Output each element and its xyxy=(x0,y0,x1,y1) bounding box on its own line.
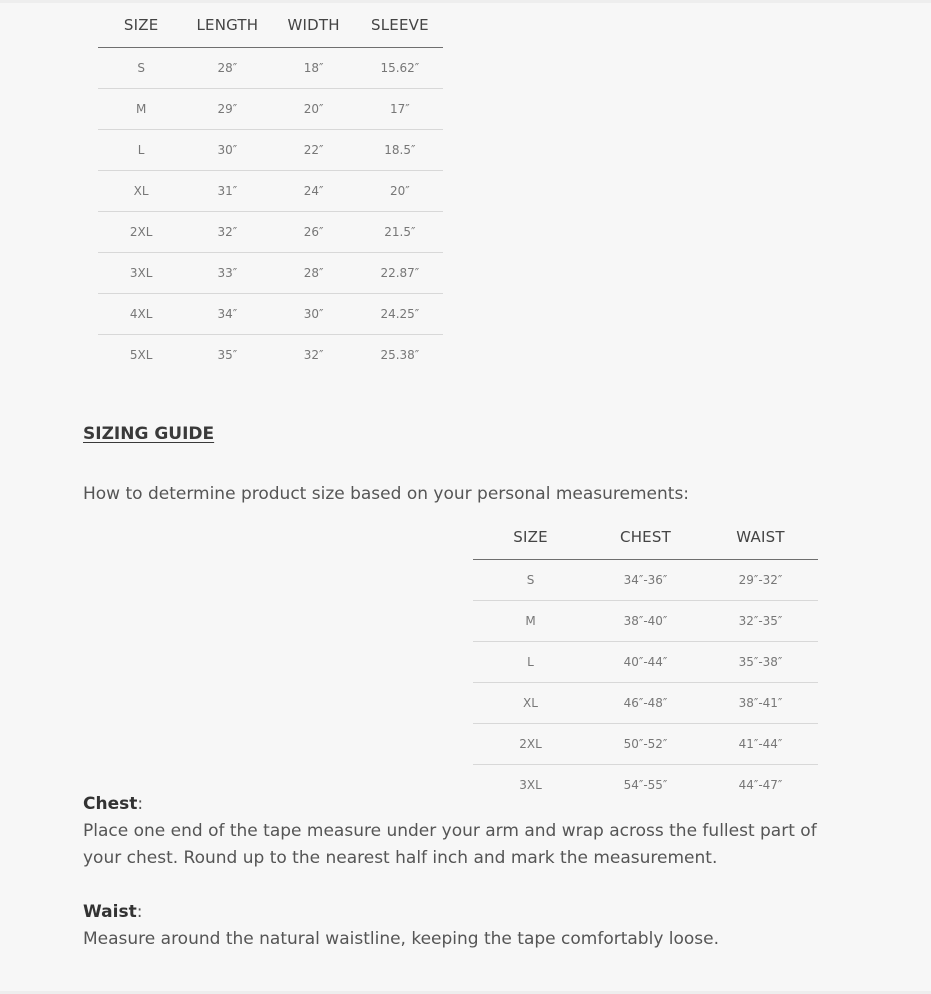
table-row xyxy=(98,89,443,130)
table-row xyxy=(473,642,818,683)
chest-colon: : xyxy=(137,794,144,814)
table-cell: M xyxy=(98,89,184,130)
waist-description: Measure around the natural waistline, keeping the tape comfortably loose. xyxy=(83,929,720,949)
table-cell: 26″ xyxy=(271,212,357,253)
table-cell: 5XL xyxy=(129,348,153,362)
column-header-size: SIZE xyxy=(98,2,184,48)
table-row xyxy=(473,683,818,724)
table-cell: 3XL xyxy=(519,778,542,792)
chest-instruction xyxy=(83,791,823,872)
table-cell: 2XL xyxy=(98,212,184,253)
table-cell: 22.87″ xyxy=(357,253,443,294)
table-cell: 24″ xyxy=(271,171,357,212)
table-cell: XL xyxy=(473,683,588,724)
table-cell: 17″ xyxy=(357,89,443,130)
chest-term: Chest xyxy=(83,794,138,814)
table-cell: 24.25″ xyxy=(357,294,443,335)
column-header-chest: CHEST xyxy=(588,514,703,560)
table-cell: S xyxy=(473,560,588,601)
table-row xyxy=(98,294,443,335)
table-cell: 38″-40″ xyxy=(588,601,703,642)
column-header-width: WIDTH xyxy=(271,2,357,48)
table-row xyxy=(98,48,443,89)
table-cell: L xyxy=(473,642,588,683)
table-row xyxy=(98,253,443,294)
table-row xyxy=(473,601,818,642)
product-size-table xyxy=(98,2,443,375)
column-header-sleeve: SLEEVE xyxy=(357,2,443,48)
table-cell: L xyxy=(98,130,184,171)
sizing-guide-intro: How to determine product size based on your personal measurements: xyxy=(83,484,690,504)
table-cell: 50″-52″ xyxy=(588,724,703,765)
sizing-guide-title: SIZING GUIDE xyxy=(83,424,215,444)
table-cell: 32″-35″ xyxy=(703,601,818,642)
table-cell: 46″-48″ xyxy=(588,683,703,724)
table-row xyxy=(98,212,443,253)
table-cell: 29″ xyxy=(184,89,270,130)
table-row xyxy=(473,724,818,765)
table-cell: 34″-36″ xyxy=(588,560,703,601)
table-cell: XL xyxy=(98,171,184,212)
table-cell: 41″-44″ xyxy=(703,724,818,765)
table-cell: 4XL xyxy=(98,294,184,335)
table-cell: 34″ xyxy=(184,294,270,335)
waist-colon: : xyxy=(136,902,143,922)
table-header-row xyxy=(473,514,818,560)
table-cell: 22″ xyxy=(271,130,357,171)
table-cell: 29″-32″ xyxy=(703,560,818,601)
table-cell: M xyxy=(473,601,588,642)
table-cell: 30″ xyxy=(184,130,270,171)
table-row xyxy=(473,560,818,601)
table-cell: 35″-38″ xyxy=(703,642,818,683)
table-cell: 28″ xyxy=(184,48,270,89)
table-cell: 18″ xyxy=(271,48,357,89)
column-header-length: LENGTH xyxy=(184,2,270,48)
table-cell: 32″ xyxy=(303,348,324,362)
personal-measurement-table xyxy=(473,514,818,805)
table-cell: 25.38″ xyxy=(380,348,420,362)
table-cell: 40″-44″ xyxy=(588,642,703,683)
table-cell: 20″ xyxy=(271,89,357,130)
table-cell: 54″-55″ xyxy=(623,778,668,792)
table-cell: 33″ xyxy=(184,253,270,294)
table-cell: 30″ xyxy=(271,294,357,335)
table-cell: 20″ xyxy=(357,171,443,212)
table-cell: 32″ xyxy=(184,212,270,253)
table-cell: 15.62″ xyxy=(357,48,443,89)
table-row xyxy=(98,130,443,171)
table-cell: 28″ xyxy=(271,253,357,294)
table-cell: 18.5″ xyxy=(357,130,443,171)
table-row xyxy=(98,171,443,212)
table-cell: 21.5″ xyxy=(357,212,443,253)
column-header-waist: WAIST xyxy=(703,514,818,560)
table-cell: S xyxy=(98,48,184,89)
chest-description: Place one end of the tape measure under your arm and wrap across the fullest part of your chest. Round up to the nearest half inch and mark the measurement. xyxy=(83,821,817,868)
table-row xyxy=(98,335,443,376)
table-cell: 31″ xyxy=(184,171,270,212)
table-cell: 38″-41″ xyxy=(703,683,818,724)
table-cell: 3XL xyxy=(98,253,184,294)
table-cell: 35″ xyxy=(217,348,238,362)
table-header-row xyxy=(98,2,443,48)
table-cell: 44″-47″ xyxy=(738,778,783,792)
waist-term: Waist xyxy=(83,902,137,922)
table-cell: 2XL xyxy=(473,724,588,765)
waist-instruction xyxy=(83,899,823,953)
column-header-size: SIZE xyxy=(473,514,588,560)
